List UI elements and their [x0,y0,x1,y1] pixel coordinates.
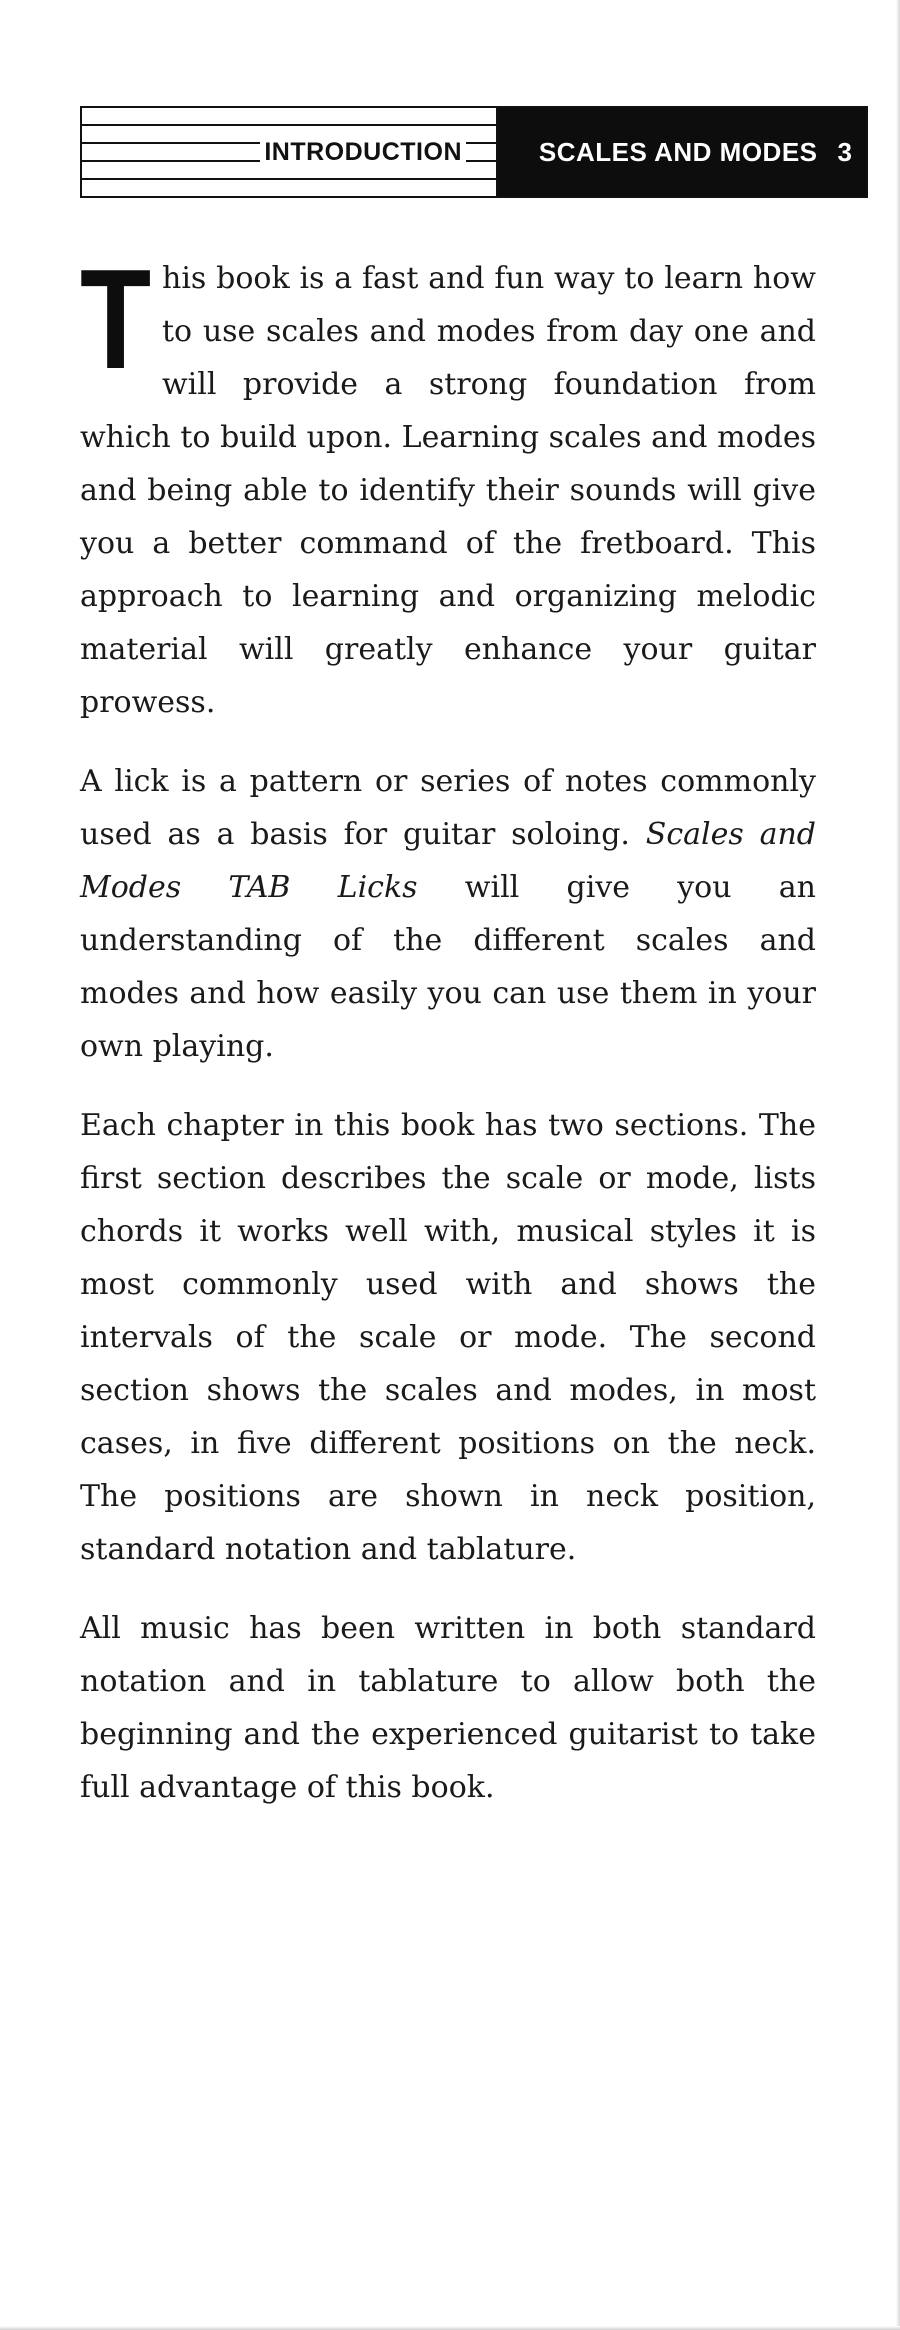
book-title-italic: Scales and Modes TAB Licks [80,817,816,905]
page-edge-bottom [0,2326,900,2330]
page-edge-right [896,0,900,2330]
header-title-panel [498,108,866,196]
paragraph-2-start: A lick is a pattern or series of notes commonly used as a basis for guitar soloing. [80,764,816,852]
book-title: SCALES AND MODES [538,136,818,167]
header-section-panel [82,108,498,196]
paragraph-3: Each chapter in this book has two sections. The first section describes the scale or mode, lists chords it works well with, musical styles it is most commonly used with and shows the intervals of the scale or mode. The second section shows the scales and modes, in most cases, in five different positions on the neck. The positions are shown in neck position, standard notation and tablature. [80,1108,816,1567]
page-header [80,106,868,198]
paragraph-4: All music has been written in both standard notation and in tablature to allow both the beginning and the experienced guitarist to take full advantage of this book. [80,1611,816,1805]
page-number: 3 [837,136,852,167]
paragraph-2-end: will give you an understanding of the different scales and modes and how easily you can use them in your own playing. [80,870,816,1064]
paragraph-1 [80,240,816,729]
paragraph-2 [80,755,816,1073]
section-label: INTRODUCTION [260,137,466,167]
paragraph-1-text: his book is a fast and fun way to learn how to use scales and modes from day one and will provide a strong foundation from which to build upon. Learning scales and modes and being able to identify their sounds will give you a better command of the fretboard. This approach to learning and organizing melodic material will greatly enhance your guitar prowess. [80,261,816,720]
body-text [80,240,816,1840]
drop-cap: T [80,240,152,399]
